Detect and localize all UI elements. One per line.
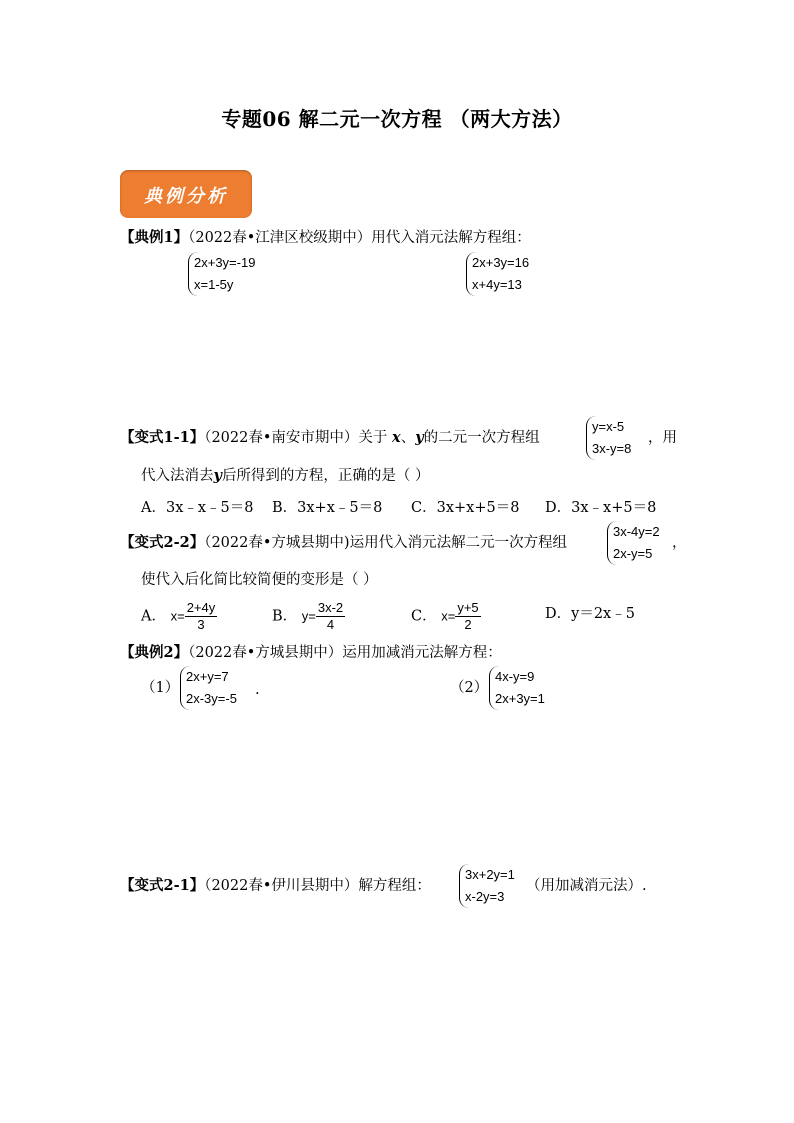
section-badge (120, 170, 252, 218)
variant-2-2-system (607, 521, 660, 565)
variable-y: y (213, 467, 222, 484)
denominator: 3 (197, 617, 205, 632)
numerator: 2+4y (186, 600, 216, 615)
variant-1-1-tag: 【变式1-1】 (120, 429, 205, 446)
line-text: 后所得到的方程，正确的是（ ） (221, 468, 430, 484)
variant-2-2-line-2: 使代入后化简比较简便的变形是（ ） (141, 572, 378, 588)
option-label: A． (141, 608, 166, 625)
fraction (185, 600, 218, 633)
variant-2-2-option-d: D．y＝2x﹣5 (545, 606, 635, 622)
page-title: 专题06 解二元一次方程 （两大方法） (221, 107, 573, 131)
variant-2-2-option-c (411, 600, 481, 633)
variant-1-1-heading (120, 428, 540, 448)
numerator: 3x-2 (317, 600, 344, 615)
example-1-system-b (466, 252, 529, 296)
denominator: 4 (326, 617, 335, 632)
numerator: y+5 (457, 600, 479, 615)
variant-2-1-heading (120, 876, 431, 896)
section-badge-label: 典例分析 (144, 186, 228, 207)
example-2-part-1-label: （1） (141, 680, 180, 696)
denominator: 2 (464, 617, 472, 632)
variant-1-1-option-a: A．3x﹣x﹣5＝8 (141, 500, 254, 516)
variant-1-1-option-c: C．3x+x+5＝8 (411, 500, 520, 516)
equation: 2x+3y=-19 (194, 255, 256, 270)
variant-2-2-heading (120, 533, 567, 553)
variant-2-1-tail: （用加减消元法）. (526, 878, 647, 894)
example-2-heading (120, 643, 502, 663)
equation: 3x+2y=1 (465, 867, 515, 882)
option-lhs: x= (170, 608, 185, 624)
line-text: 代入法消去 (141, 468, 214, 484)
variant-1-1-option-d: D．3x﹣x+5＝8 (545, 500, 657, 516)
equation: 3x-4y=2 (613, 524, 660, 539)
variant-2-2-text: （2022春•方城县期中)运用代入消元法解二元一次方程组 (204, 535, 568, 551)
equation: x-2y=3 (465, 889, 505, 904)
equation: 4x-y=9 (495, 669, 535, 684)
variant-1-1-option-b: B．3x+x﹣5＝8 (272, 500, 383, 516)
equation: 3x-y=8 (592, 441, 632, 456)
variant-2-2-option-a (141, 600, 217, 633)
example-2-tag: 【典例2】 (120, 644, 189, 661)
variant-2-1-text: （2022春•伊川县期中）解方程组： (204, 878, 431, 894)
example-2-part-2-label: （2） (450, 680, 489, 696)
equation: 2x+3y=16 (472, 255, 530, 270)
variant-2-1-system (459, 864, 515, 908)
example-1-text: （2022春•江津区校级期中）用代入消元法解方程组： (188, 230, 531, 246)
variant-2-2-tag: 【变式2-2】 (120, 534, 205, 551)
variant-1-1-text-3: ，用 (648, 430, 677, 446)
equation: y=x-5 (592, 419, 625, 434)
option-label: B． (272, 608, 298, 625)
equation: 2x-3y=-5 (186, 691, 237, 706)
variant-2-1-tag: 【变式2-1】 (120, 877, 205, 894)
example-2-system-2 (489, 666, 545, 710)
option-lhs: x= (441, 608, 456, 624)
example-2-dot: . (255, 682, 260, 698)
example-1-tag: 【典例1】 (120, 229, 189, 246)
variant-1-1-line-2 (141, 466, 430, 486)
example-2-system-1 (180, 666, 237, 710)
variant-1-1-text-2: 的二元一次方程组 (423, 430, 540, 446)
example-2-text: （2022春•方城县期中）运用加减消元法解方程： (188, 645, 502, 661)
equation: x+4y=13 (472, 277, 522, 292)
fraction (316, 600, 345, 633)
equation: 2x+3y=1 (495, 691, 545, 706)
equation: x=1-5y (194, 277, 234, 292)
equation: 2x+y=7 (186, 669, 229, 684)
example-1-system-a (188, 252, 255, 296)
variable-x: x (392, 429, 401, 446)
example-1-heading (120, 228, 531, 248)
variant-1-1-text: （2022春•南安市期中）关于 (204, 430, 388, 446)
variant-2-2-option-b (272, 600, 345, 633)
equation: 2x-y=5 (613, 546, 653, 561)
fraction (455, 600, 480, 633)
variant-2-2-tail: ， (672, 535, 687, 551)
variable-y: y (415, 429, 424, 446)
option-lhs: y= (301, 608, 316, 624)
variant-1-1-system (586, 416, 631, 460)
option-label: C． (411, 608, 437, 625)
separator: 、 (400, 430, 416, 446)
